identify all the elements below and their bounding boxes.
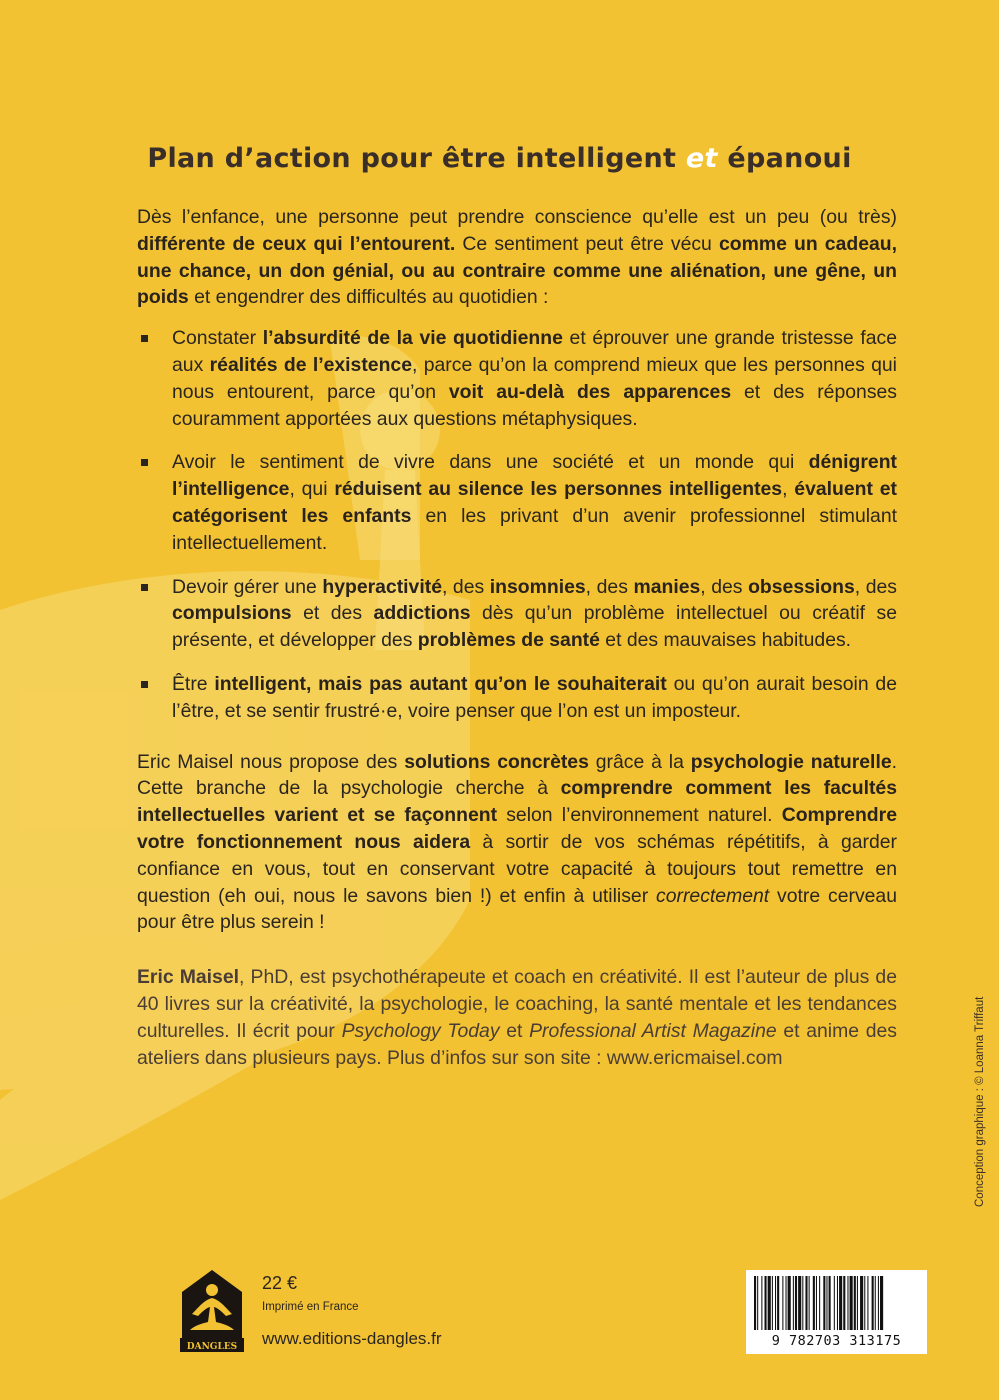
square-bullet-icon (141, 335, 148, 342)
square-bullet-icon (141, 681, 148, 688)
bold-text-run: compulsions (172, 602, 292, 625)
text-run: , des (700, 575, 749, 598)
bold-text-run: l’absurdité de la vie quotidienne (262, 327, 563, 350)
solutions-paragraph (137, 749, 897, 937)
square-bullet-icon (141, 459, 148, 466)
text-run: et engendrer des difficultés au quotidien : (188, 286, 549, 309)
bullet-text (172, 451, 897, 553)
barcode-bar (867, 1276, 868, 1330)
text-run: et des mauvaises habitudes. (599, 629, 852, 652)
text-run: et des (291, 602, 374, 625)
bold-text-run: addictions (373, 602, 471, 625)
text-run: dès qu’un problème intellectuel ou créatif se présente, et développer des (172, 602, 897, 652)
dangles-logo (180, 1270, 244, 1352)
barcode-bar (834, 1276, 835, 1330)
barcode-bar (826, 1276, 827, 1330)
bold-text-run: Comprendre votre fonctionnement nous aidera (137, 804, 897, 853)
price: 22 € (262, 1273, 298, 1293)
text-run: et éprouver une grande tristesse face aux (172, 327, 897, 376)
barcode-bar (772, 1276, 773, 1330)
barcode-bar (798, 1276, 801, 1330)
text-run: Être (172, 672, 215, 695)
barcode-bars (746, 1270, 927, 1332)
isbn-barcode (746, 1270, 927, 1354)
text-run: votre cerveau pour être plus serein ! (137, 884, 897, 934)
text-run: , des (441, 575, 490, 598)
bold-text-run: solutions concrètes (404, 750, 589, 773)
square-bullet-icon (141, 584, 148, 591)
bold-text-run: voit au-delà des apparences (448, 380, 732, 403)
text-run: , qui (289, 478, 335, 501)
text-run: , des (854, 575, 897, 598)
barcode-bar (816, 1276, 817, 1330)
barcode-bar (872, 1276, 874, 1330)
bold-text-run: hyperactivité (322, 575, 442, 598)
logo-lettering: DANGLES (186, 1342, 238, 1352)
barcode-bar (813, 1276, 815, 1330)
bold-text-run: insomnies (489, 575, 586, 598)
bold-text-run: comme un cadeau, une chance, un don génial, ou au contraire comme une aliénation, une gêne, un poids (137, 232, 897, 309)
text-run: Avoir le sentiment de vivre dans une société et un monde qui (172, 451, 809, 474)
text-run: , parce qu’on la comprend mieux que les personnes qui nous entourent, parce qu’on (172, 353, 897, 403)
italic-text-run: correctement (656, 884, 770, 907)
barcode-bar (802, 1276, 803, 1330)
publisher-website: www.editions-dangles.fr (262, 1329, 442, 1348)
barcode-bar (757, 1276, 758, 1330)
bold-text-run: intelligent, mais pas autant qu’on le souhaiterait (214, 672, 667, 695)
barcode-bar (860, 1276, 863, 1330)
barcode-bar (805, 1276, 807, 1330)
barcode-bar (777, 1276, 779, 1330)
bold-text-run: évaluent et catégorisent les enfants (172, 478, 897, 527)
bold-text-run: dénigrent l’intelligence (172, 451, 897, 501)
bold-text-run: problèmes de santé (417, 629, 600, 652)
barcode-bar (847, 1276, 848, 1330)
text-run: et anime des ateliers dans plusieurs pays. Plus d’infos sur son site : www.ericmaisel.com (137, 1019, 897, 1069)
text-run: en les privant d’un avenir professionnel stimulant intellectuellement. (172, 504, 897, 554)
text-run: , des (585, 575, 634, 598)
bullet-text (172, 576, 897, 652)
bold-text-run: obsessions (748, 575, 855, 598)
bullet-text (172, 673, 897, 722)
difficulty-list (137, 325, 897, 724)
barcode-bar (854, 1276, 856, 1330)
bold-text-run: comprendre comment les facultés intellectuelles varient et se façonnent (137, 777, 897, 827)
text-run: Devoir gérer une (172, 575, 323, 598)
barcode-bar (864, 1276, 865, 1330)
bold-text-run: psychologie naturelle (690, 750, 892, 773)
barcode-bar (878, 1276, 879, 1330)
barcode-bar (823, 1276, 825, 1330)
list-item (137, 574, 897, 654)
barcode-bar (782, 1276, 783, 1330)
list-item (137, 449, 897, 556)
barcode-bar (843, 1276, 845, 1330)
text-run: et (499, 1019, 530, 1042)
intro-paragraph (137, 204, 897, 311)
text-run: ou qu’on aurait besoin de l’être, et se sentir frustré·e, voire penser que l’on est un imposteur. (172, 672, 897, 722)
design-credit: Conception graphique : © Loanna Triffaut (974, 996, 986, 1207)
title-part-1: Plan d’action pour être intelligent (147, 143, 686, 174)
text-run: Dès l’enfance, une personne peut prendre conscience qu’elle est un peu (ou très) (137, 206, 897, 228)
printed-in-label: Imprimé en France (262, 1301, 359, 1313)
text-run: . Cette branche de la psychologie cherche à (137, 750, 898, 800)
barcode-bar (775, 1276, 776, 1330)
barcode-bar (765, 1276, 767, 1330)
list-item (137, 325, 897, 432)
list-item (137, 671, 897, 725)
text-run: et des réponses couramment apportées aux questions métaphysiques. (172, 380, 897, 430)
text-run: selon l’environnement naturel. (497, 804, 782, 827)
bold-text-run: Eric Maisel (137, 966, 240, 989)
barcode-bar (829, 1276, 831, 1330)
barcode-bar (875, 1276, 876, 1330)
barcode-bar (754, 1276, 756, 1330)
text-run: grâce à la (588, 750, 691, 773)
text-run: Constater (172, 327, 263, 350)
title-part-2: épanoui (717, 143, 852, 174)
barcode-bar (768, 1276, 771, 1330)
barcode-bar (857, 1276, 858, 1330)
barcode-bar (793, 1276, 794, 1330)
blurb-body (137, 204, 897, 1071)
bold-text-run: réduisent au silence les personnes intelligentes (334, 478, 783, 501)
barcode-bar (809, 1276, 810, 1330)
italic-text-run: Professional Artist Magazine (529, 1019, 777, 1042)
barcode-bar (761, 1276, 762, 1330)
barcode-bar (819, 1276, 820, 1330)
text-run: à sortir de vos schémas répétitifs, à garder confiance en vous, tout en conservant votre capacité à toujours tout remettre en question (eh oui, nous le savons bien !) et enfin à utiliser (137, 830, 898, 907)
author-bio (137, 964, 897, 1071)
barcode-bar (788, 1276, 791, 1330)
text-run: Ce sentiment peut être vécu (455, 232, 719, 255)
barcode-bar (786, 1276, 787, 1330)
barcode-bar (795, 1276, 797, 1330)
text-run: Eric Maisel nous propose des (137, 750, 405, 773)
back-cover-title (0, 143, 999, 174)
bullet-text (172, 327, 897, 429)
barcode-bar (880, 1276, 883, 1330)
bold-text-run: différente de ceux qui l’entourent. (137, 232, 456, 255)
isbn-number: 9 782703 313175 (771, 1333, 902, 1349)
text-run: , PhD, est psychothérapeute et coach en créativité. Il est l’auteur de plus de 40 livres sur la créativité, la psychologie, le coaching, la santé mentale et les tendances culturelles. Il écrit pour (137, 966, 897, 1042)
barcode-bar (837, 1276, 838, 1330)
italic-text-run: Psychology Today (341, 1019, 500, 1042)
title-emphasis-et: et (685, 143, 718, 174)
bold-text-run: réalités de l’existence (209, 353, 412, 376)
barcode-bar (839, 1276, 842, 1330)
text-run: , (782, 478, 795, 501)
barcode-bar (850, 1276, 853, 1330)
bold-text-run: manies (633, 575, 701, 598)
